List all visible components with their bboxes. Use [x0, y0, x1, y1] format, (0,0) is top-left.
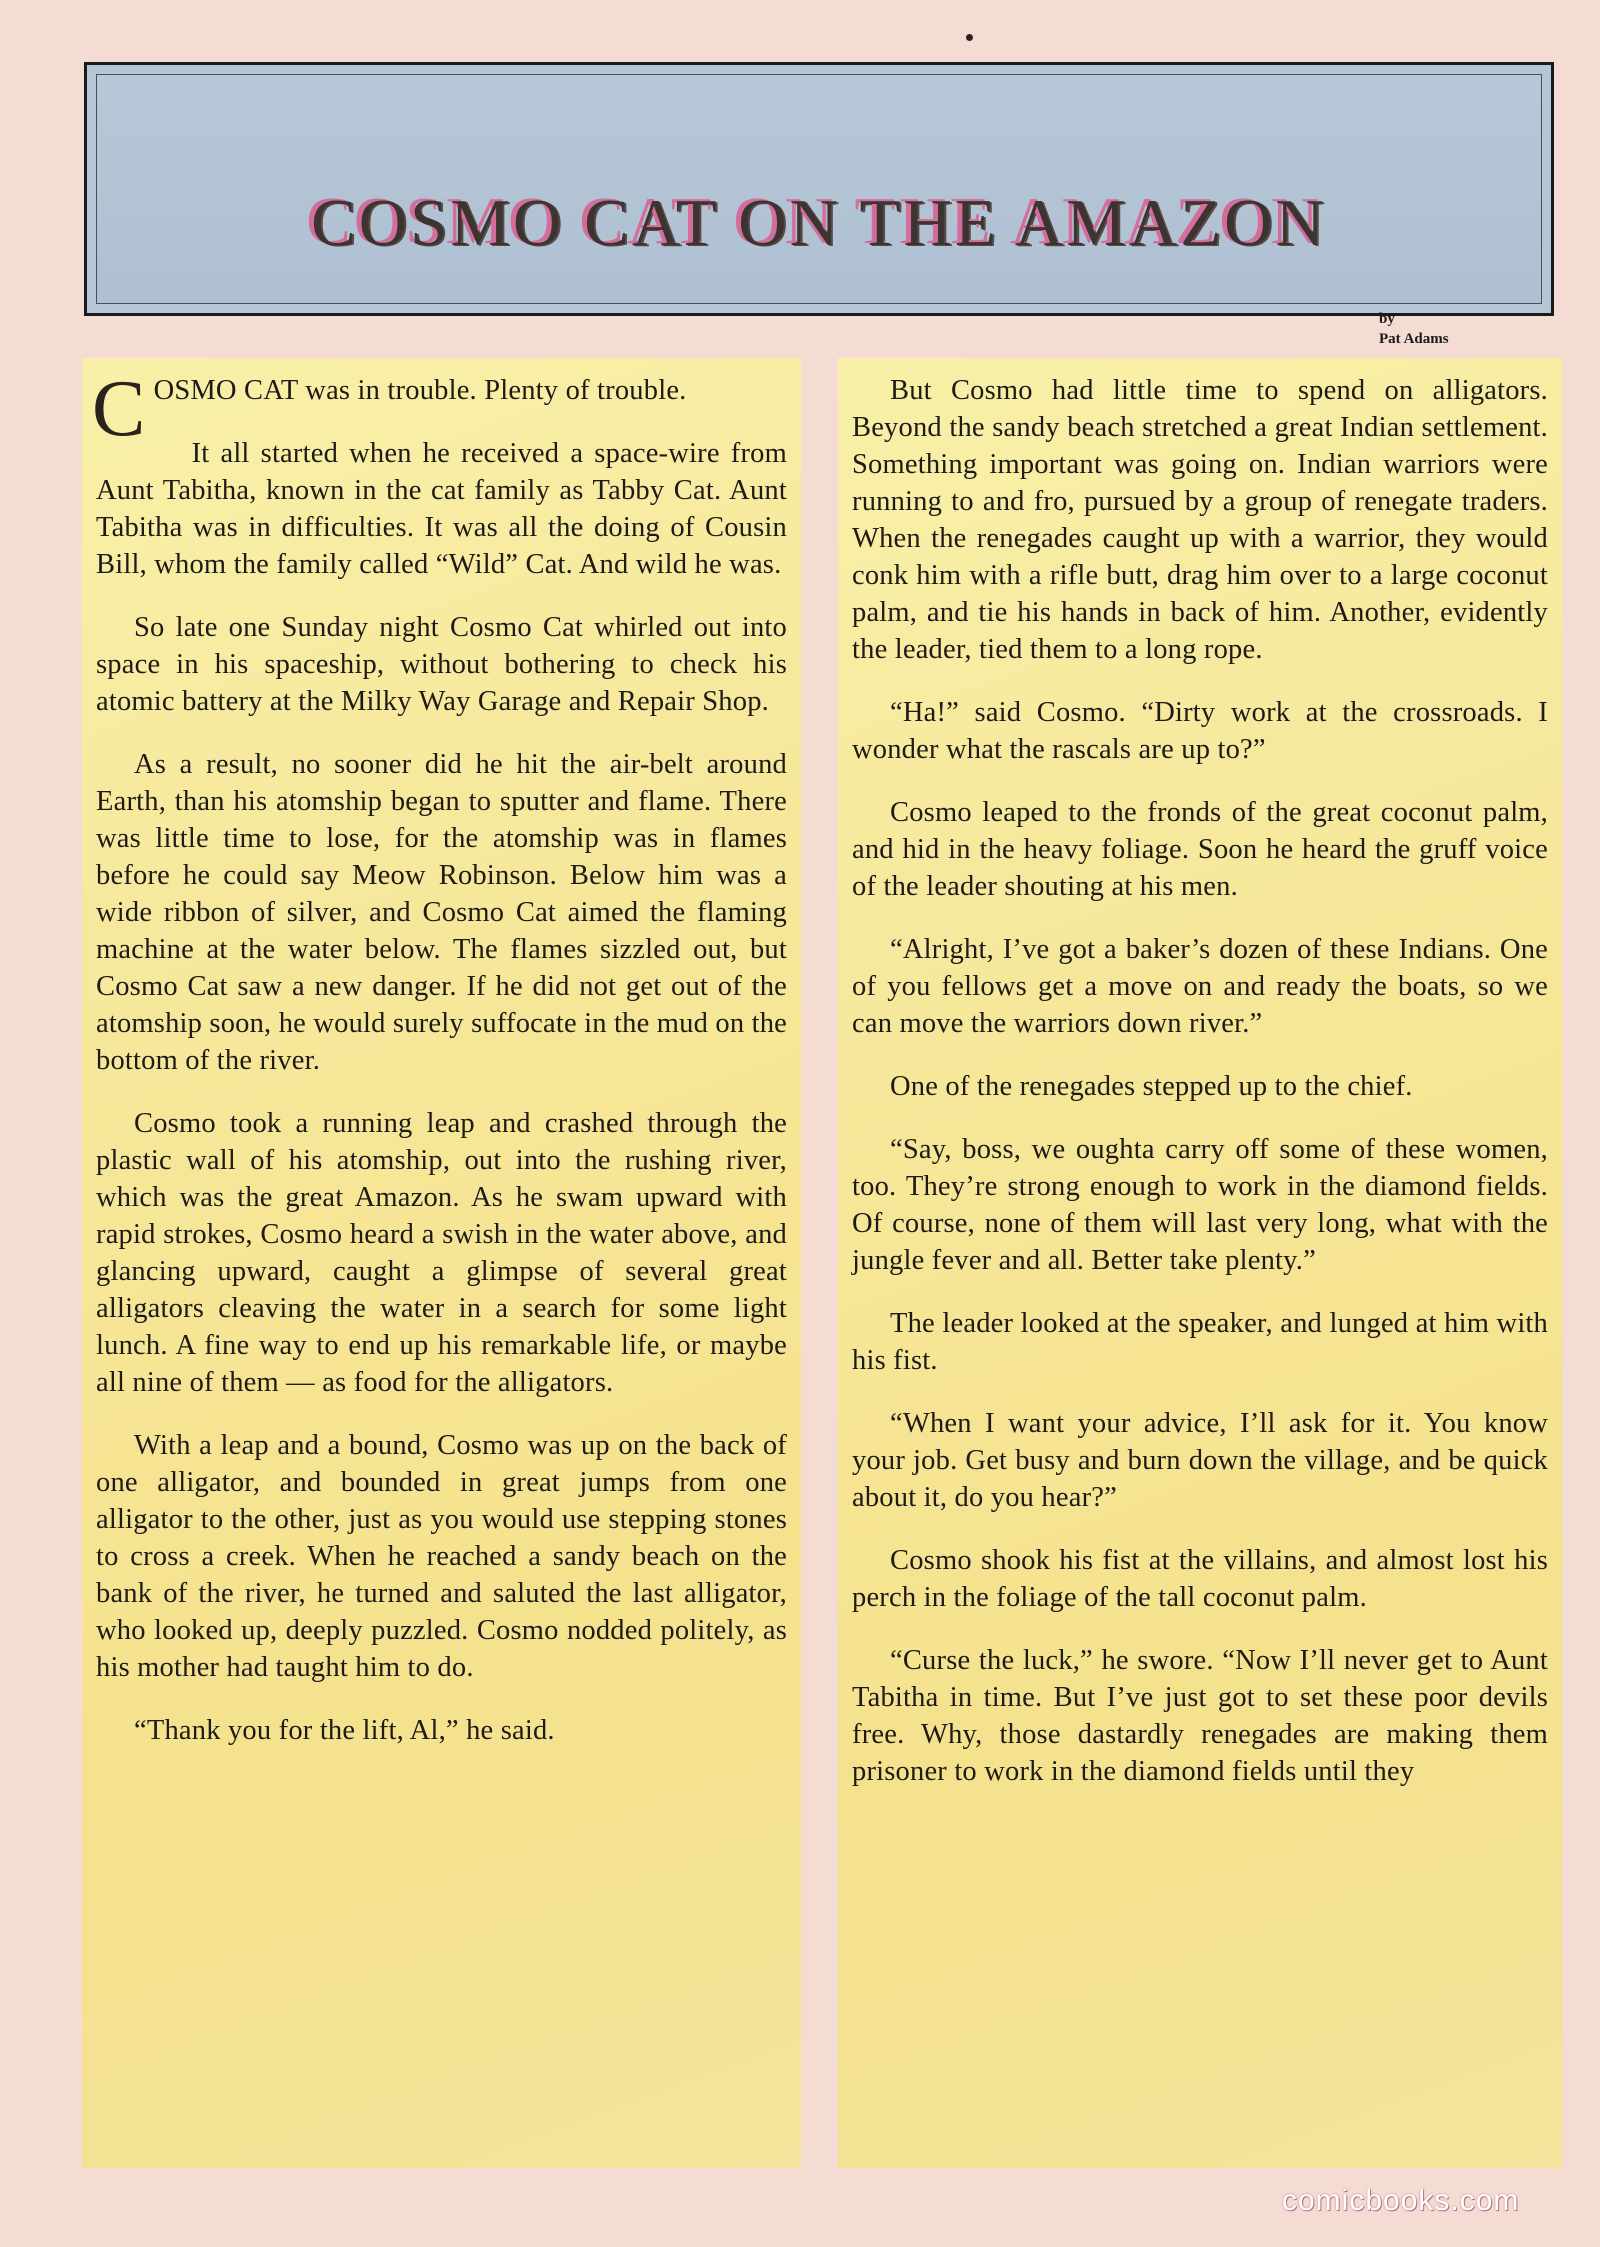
story-paragraph: One of the renegades stepped up to the chief.	[890, 1071, 1413, 1102]
story-paragraph: COSMO CAT was in trouble. Plenty of trouble.	[92, 365, 687, 453]
story-paragraph: “When I want your advice, I’ll ask for it. You know your job. Get busy and burn down the village, and be quick about it, do you hear?”	[852, 1408, 1548, 1513]
story-paragraph: Cosmo leaped to the fronds of the great coconut palm, and hid in the heavy foliage. Soon he heard the gruff voice of the leader shouting at his men.	[852, 797, 1548, 902]
story-paragraph: “Ha!” said Cosmo. “Dirty work at the crossroads. I wonder what the rascals are up to?”	[852, 697, 1548, 765]
title-banner	[84, 62, 1554, 347]
drop-cap: C	[92, 365, 146, 453]
story-paragraph: “Thank you for the lift, Al,” he said.	[134, 1715, 555, 1746]
story-paragraph: Cosmo shook his fist at the villains, and almost lost his perch in the foliage of the tall coconut palm.	[852, 1545, 1548, 1613]
story-paragraph: “Say, boss, we oughta carry off some of these women, too. They’re strong enough to work in the diamond fields. Of course, none of them will last very long, what with the jungle fever and all. Better take plenty.”	[852, 1134, 1548, 1276]
page-dot	[966, 34, 973, 41]
story-paragraph: The leader looked at the speaker, and lunged at him with his fist.	[852, 1308, 1548, 1376]
story-paragraph: It all started when he received a space-wire from Aunt Tabitha, known in the cat family as Tabby Cat. Aunt Tabitha was in difficulties. It was all the doing of Cousin Bill, whom the family called “Wild” Cat. And wild he was.	[96, 438, 787, 580]
story-paragraph: With a leap and a bound, Cosmo was up on the back of one alligator, and bounded in great jumps from one alligator to the other, just as you would use stepping stones to cross a creek. When he reached a sandy beach on the bank of the river, he turned and saluted the last alligator, who looked up, deeply puzzled. Cosmo nodded politely, as his mother had taught him to do.	[96, 1430, 787, 1683]
story-paragraph: So late one Sunday night Cosmo Cat whirled out into space in his spaceship, without bothering to check his atomic battery at the Milky Way Garage and Repair Shop.	[96, 612, 787, 717]
story-paragraph: Cosmo took a running leap and crashed through the plastic wall of his atomship, out into the rushing river, which was the great Amazon. As he swam upward with rapid strokes, Cosmo heard a swish in the water above, and glancing upward, caught a glimpse of several great alligators cleaving the water in a search for some light lunch. A fine way to end up his remarkable life, or maybe all nine of them — as food for the alligators.	[96, 1108, 787, 1398]
story-paragraph: As a result, no sooner did he hit the air-belt around Earth, than his atomship began to sputter and flame. There was little time to lose, for the atomship was in flames before he could say Meow Robinson. Below him was a wide ribbon of silver, and Cosmo Cat aimed the flaming machine at the water below. The flames sizzled out, but Cosmo Cat saw a new danger. If he did not get out of the atomship soon, he would surely suffocate in the mud on the bottom of the river.	[96, 749, 788, 1076]
byline	[1379, 309, 1449, 349]
story-paragraph: “Curse the luck,” he swore. “Now I’ll never get to Aunt Tabitha in time. But I’ve just got to set these poor devils free. Why, those dastardly renegades are making them prisoner to work in the diamond fields until they	[852, 1645, 1548, 1787]
story-title: COSMO CAT ON THE AMAZON	[311, 186, 1327, 260]
byline-author: Pat Adams	[1379, 331, 1449, 347]
story-paragraph: But Cosmo had little time to spend on alligators. Beyond the sandy beach stretched a great Indian settlement. Something important was going on. Indian warriors were running to and fro, pursued by a group of renegate traders. When the renegades caught up with a warrior, they would conk him with a rifle butt, drag him over to a large coconut palm, and tie his hands in back of him. Another, evidently the leader, tied them to a long rope.	[852, 375, 1548, 665]
story-paragraph: “Alright, I’ve got a baker’s dozen of these Indians. One of you fellows get a move on and ready the boats, so we can move the warriors down river.”	[852, 934, 1548, 1039]
story-column-left	[82, 358, 801, 2168]
story-column-right	[838, 358, 1562, 2168]
watermark: comicbooks.com	[1282, 2184, 1520, 2217]
byline-by: by	[1379, 311, 1395, 327]
